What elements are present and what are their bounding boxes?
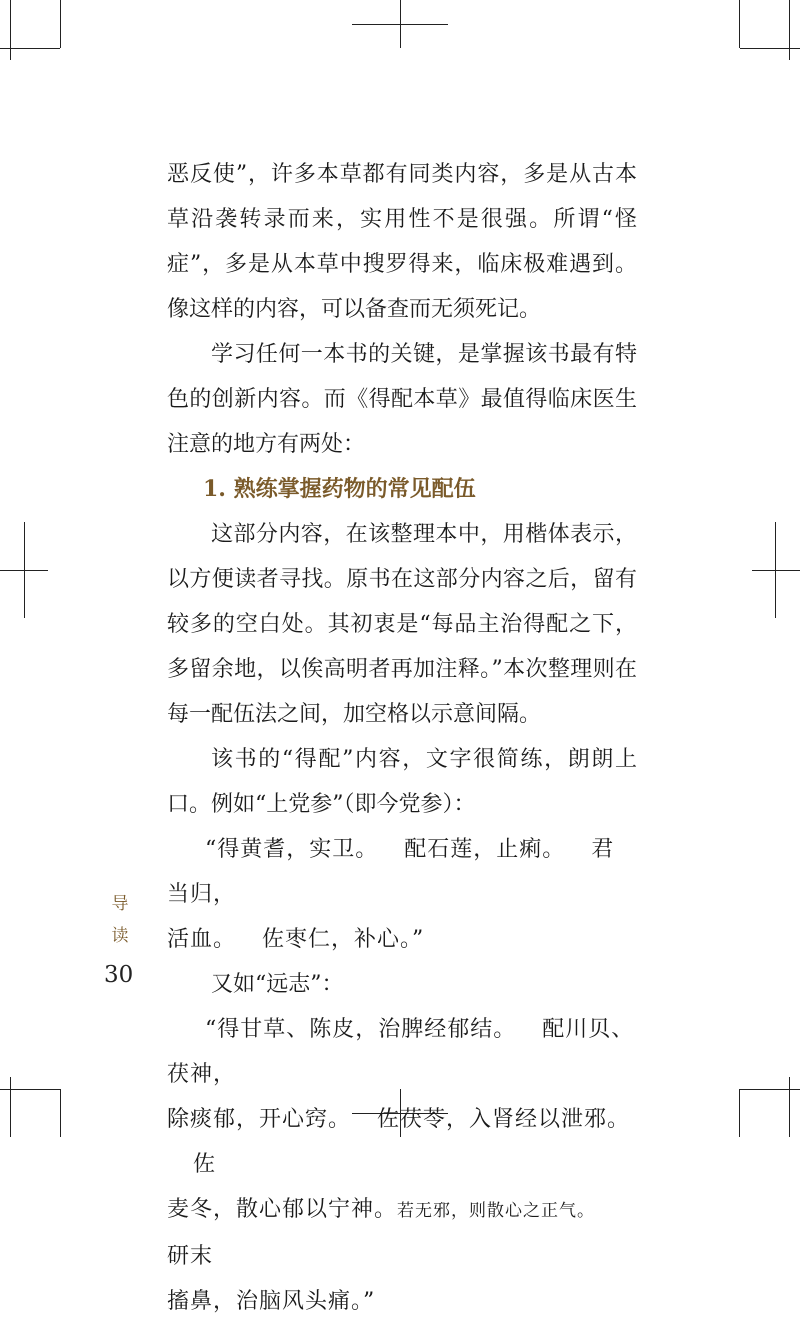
crop-mark-top-left-v2 <box>60 0 61 48</box>
crop-mark-top-right-v2 <box>789 0 790 60</box>
paragraph-format: 这部分内容，在该整理本中，用楷体表示，以方便读者寻找。原书在这部分内容之后，留有较多的空白处。其初衷是“每品主治得配之下，多留余地，以俟高明者再加注释。”本次整理则在每一配伍法之间，加空格以示意间隔。 <box>167 522 637 727</box>
paragraph-example2-intro: 又如“远志”： <box>211 972 344 997</box>
quote-phrase: 佐 <box>193 1152 217 1177</box>
paragraph-intro: 学习任何一本书的关键，是掌握该书最有特色的创新内容。而《得配本草》最值得临床医生注意的地方有两处： <box>167 342 637 457</box>
quote-yuanzhi-line2 <box>167 1097 637 1187</box>
quote-phrase: “得黄耆，实卫。 <box>205 837 379 862</box>
quote-phrase: 佐茯苓，入肾经以泄邪。 <box>377 1107 631 1132</box>
crop-mark-bottom-right-v2 <box>789 1077 790 1137</box>
margin-char: 读 <box>111 926 129 946</box>
crop-mark-bottom-left-v2 <box>60 1089 61 1137</box>
quote-phrase: 配石莲，止痢。 <box>404 837 566 862</box>
crop-mark-mid-left-h <box>0 570 48 571</box>
crop-mark-bottom-right-v1 <box>739 1089 740 1137</box>
paragraph-continued: 恶反使”，许多本草都有同类内容，多是从古本草沿袭转录而来，实用性不是很强。所谓“怪症”，多是从本草中搜罗得来，临床极难遇到。像这样的内容，可以备查而无须死记。 <box>167 162 637 322</box>
crop-mark-top-right-h <box>740 48 800 49</box>
margin-section-label <box>108 888 132 952</box>
crop-mark-bottom-left-v1 <box>10 1077 11 1137</box>
paragraph-example-intro: 该书的“得配”内容，文字很简练，朗朗上口。例如“上党参”（即今党参）： <box>167 747 637 817</box>
quote-phrase: 搐鼻，治脑风头痛。” <box>167 1289 376 1314</box>
quote-yuanzhi-line4 <box>167 1279 637 1324</box>
page-body <box>167 152 637 1324</box>
quote-phrase: 麦冬，散心郁以宁神。 <box>167 1197 398 1222</box>
section-heading: 1. 熟练掌握药物的常见配伍 <box>203 476 476 502</box>
quote-phrase: 佐枣仁，补心。” <box>262 927 425 952</box>
crop-mark-bottom-left-h <box>0 1089 60 1090</box>
quote-phrase: “得甘草、陈皮，治脾经郁结。 <box>205 1017 517 1042</box>
crop-mark-top-left-h <box>0 48 60 49</box>
quote-yuanzhi-line1 <box>167 1007 637 1097</box>
quote-phrase: 除痰郁，开心窍。 <box>167 1107 352 1132</box>
quote-phrase: 研末 <box>167 1244 214 1269</box>
quote-yuanzhi-line3 <box>167 1187 637 1279</box>
crop-mark-bottom-right-h <box>740 1089 800 1090</box>
quote-phrase: 活血。 <box>167 927 237 952</box>
crop-mark-mid-right-h <box>752 570 800 571</box>
quote-phrase: 君当归， <box>167 837 615 907</box>
quote-dangshen-line2 <box>167 917 637 962</box>
crop-mark-top-left-v1 <box>10 0 11 60</box>
quote-dangshen-line1 <box>167 827 637 917</box>
margin-char: 导 <box>111 894 129 914</box>
crop-mark-top-center-h <box>352 24 448 25</box>
quote-phrase: 配川贝、茯神， <box>167 1017 635 1087</box>
quote-annotation: 若无邪，则散心之正气。 <box>397 1201 596 1221</box>
page-number: 30 <box>104 962 134 988</box>
crop-mark-top-right-v1 <box>739 0 740 48</box>
